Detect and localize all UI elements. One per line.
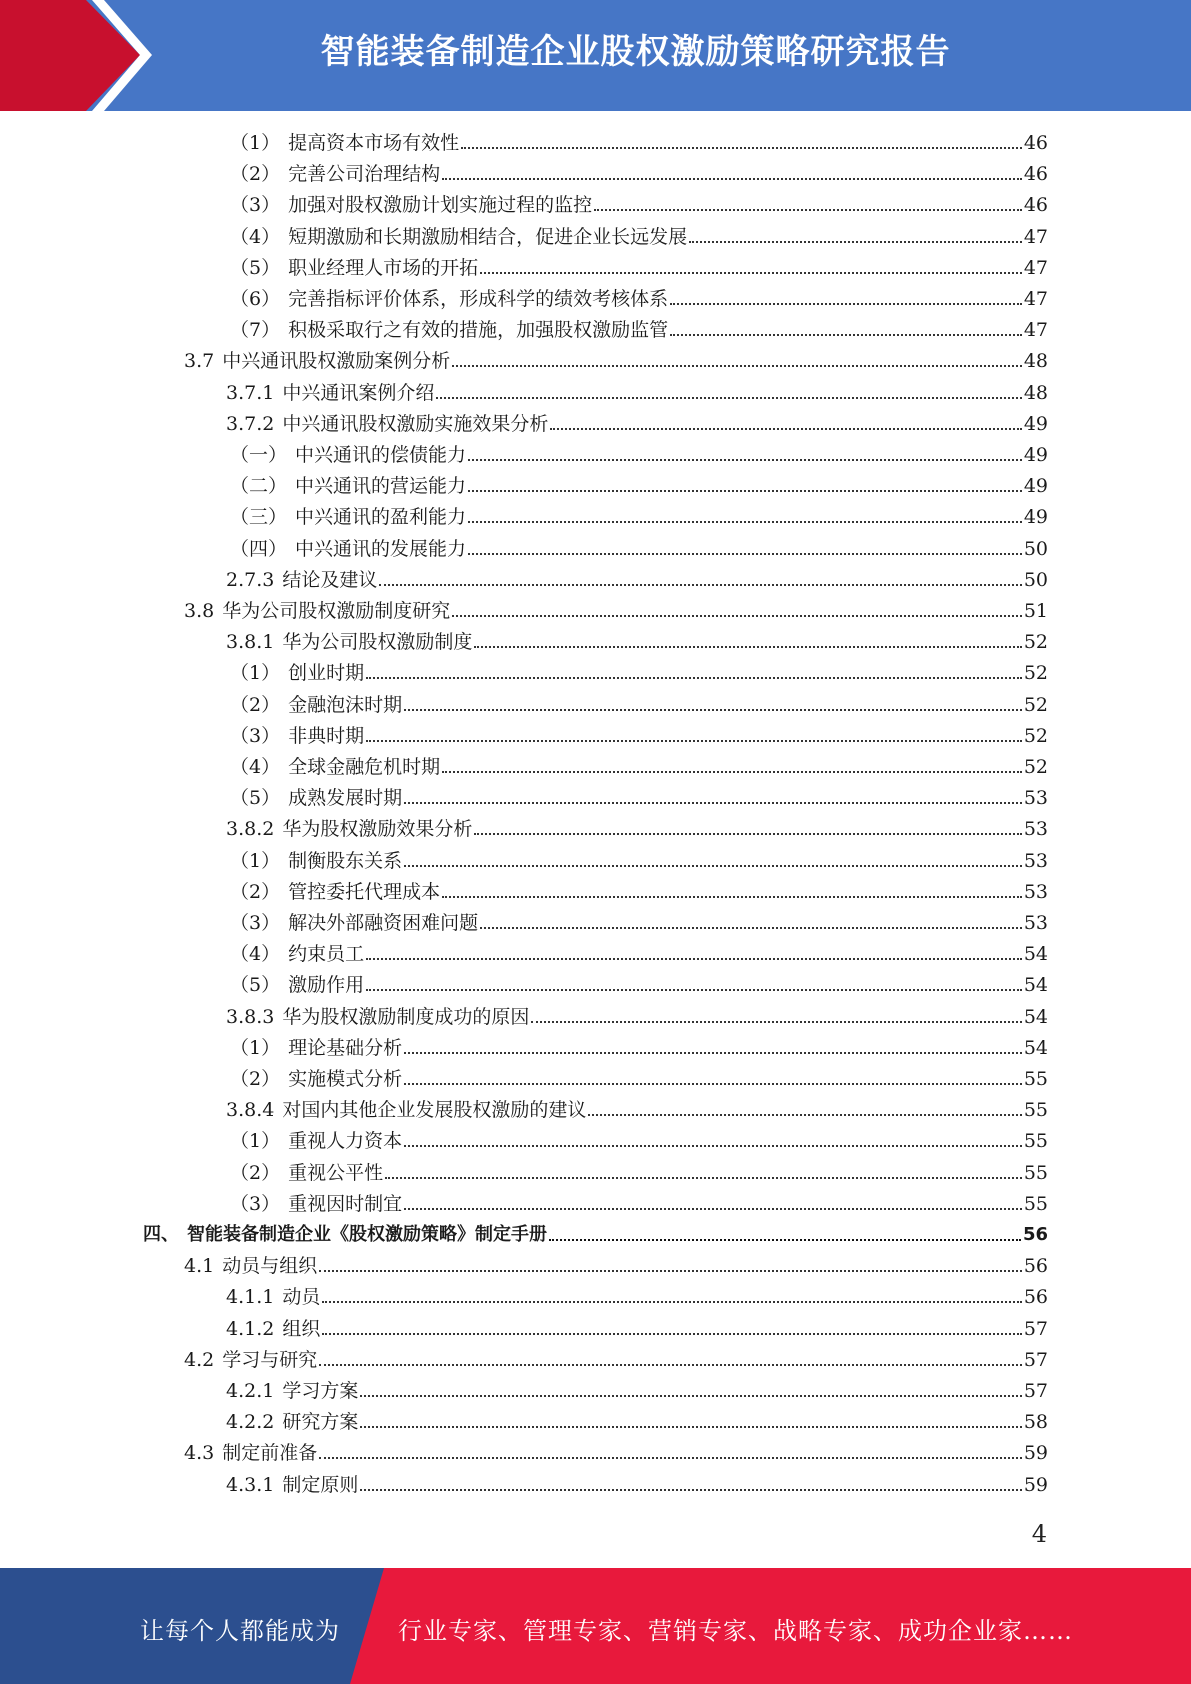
toc-dot-leader	[468, 521, 1022, 523]
toc-entry[interactable]	[230, 752, 1048, 782]
toc-entry-title: 重视因时制宜	[288, 1192, 403, 1215]
toc-entry[interactable]	[230, 658, 1048, 688]
toc-dot-leader	[480, 272, 1022, 274]
toc-entry[interactable]	[226, 378, 1048, 408]
toc-entry-title: 理论基础分析	[288, 1036, 403, 1059]
toc-entry-page: 50	[1023, 568, 1048, 591]
toc-entry-title: 重视公平性	[288, 1161, 384, 1184]
footer-slogan-left: 让每个人都能成为	[140, 1617, 340, 1645]
toc-entry-number: 4.3	[184, 1442, 215, 1465]
toc-entry[interactable]	[230, 721, 1048, 751]
toc-entry-number: （4）	[230, 756, 281, 778]
toc-dot-leader	[442, 771, 1022, 773]
toc-entry-title: 创业时期	[288, 662, 365, 685]
toc-entry-number: （四）	[230, 537, 288, 560]
toc-entry-page: 52	[1023, 662, 1048, 685]
toc-entry-title: 积极采取行之有效的措施，加强股权激励监管	[288, 319, 669, 342]
toc-entry-title: 中兴通讯的偿债能力	[295, 444, 467, 466]
toc-entry-number: （4）	[230, 225, 281, 248]
toc-entry[interactable]	[226, 627, 1048, 657]
toc-dot-leader	[474, 646, 1021, 648]
toc-dot-leader	[670, 334, 1022, 336]
toc-entry-title: 约束员工	[288, 943, 365, 966]
toc-dot-leader	[480, 927, 1022, 929]
toc-entry-number: （4）	[230, 943, 281, 966]
toc-entry-title: 重视人力资本	[288, 1130, 403, 1153]
toc-entry-page: 58	[1023, 1411, 1048, 1434]
toc-entry-page: 49	[1023, 506, 1048, 529]
page-number: 4	[1031, 1520, 1047, 1548]
toc-entry[interactable]	[184, 596, 1048, 626]
toc-dot-leader	[588, 1114, 1021, 1116]
toc-entry-page: 54	[1023, 1005, 1048, 1028]
page-footer	[0, 1568, 1191, 1684]
toc-entry-number: （3）	[230, 724, 281, 747]
toc-entry-title: 中兴通讯案例介绍	[282, 381, 435, 404]
toc-entry-title: 非典时期	[288, 724, 365, 747]
toc-entry-page: 47	[1023, 225, 1048, 248]
toc-dot-leader	[468, 553, 1022, 555]
toc-dot-leader	[404, 1052, 1022, 1054]
toc-entry[interactable]	[230, 284, 1048, 314]
toc-entry-page: 47	[1023, 319, 1048, 342]
toc-entry-page: 52	[1023, 756, 1048, 778]
toc-dot-leader	[468, 459, 1022, 461]
toc-entry[interactable]	[226, 1376, 1048, 1406]
toc-entry-number: （5）	[230, 974, 281, 997]
toc-dot-leader	[319, 1457, 1022, 1459]
toc-entry-number: （2）	[230, 1068, 281, 1090]
toc-entry-title: 中兴通讯股权激励实施效果分析	[282, 412, 549, 435]
toc-entry[interactable]	[226, 1002, 1048, 1032]
toc-dot-leader	[689, 241, 1022, 243]
toc-entry-page: 57	[1023, 1348, 1048, 1371]
toc-entry-page: 49	[1023, 444, 1048, 466]
toc-entry-page: 53	[1023, 787, 1048, 810]
toc-entry-number: 四、	[143, 1224, 179, 1245]
toc-entry[interactable]	[230, 783, 1048, 813]
toc-entry-number: （3）	[230, 1192, 281, 1215]
toc-entry-number: 3.7.1	[226, 381, 275, 404]
toc-entry-number: （1）	[230, 662, 281, 685]
toc-dot-leader	[531, 1021, 1021, 1023]
toc-entry-number: （5）	[230, 787, 281, 810]
toc-entry-number: 4.1	[184, 1255, 215, 1278]
toc-entry[interactable]	[230, 440, 1048, 470]
toc-entry[interactable]	[230, 128, 1048, 158]
toc-entry-page: 59	[1023, 1473, 1048, 1496]
toc-entry-page: 53	[1023, 849, 1048, 872]
toc-entry-title: 中兴通讯股权激励案例分析	[222, 350, 451, 373]
toc-entry[interactable]	[230, 908, 1048, 938]
toc-entry[interactable]	[226, 1282, 1048, 1312]
toc-entry[interactable]	[226, 1470, 1048, 1500]
toc-entry-number: 4.1.1	[226, 1286, 275, 1309]
toc-entry-title: 智能装备制造企业《股权激励策略》制定手册	[187, 1224, 547, 1245]
toc-entry-title: 学习方案	[282, 1380, 359, 1402]
toc-entry-number: （1）	[230, 1036, 281, 1059]
toc-dot-leader	[322, 1333, 1021, 1335]
toc-dot-leader	[404, 1208, 1022, 1210]
toc-entry-page: 48	[1023, 381, 1048, 404]
toc-dot-leader	[379, 584, 1021, 586]
toc-entry-page: 55	[1023, 1161, 1048, 1184]
toc-entry-title: 中兴通讯的营运能力	[295, 475, 467, 498]
toc-entry-page: 52	[1023, 724, 1048, 747]
toc-entry-number: 3.8.4	[226, 1099, 275, 1122]
toc-entry-title: 完善指标评价体系，形成科学的绩效考核体系	[288, 288, 669, 310]
toc-dot-leader	[319, 1270, 1022, 1272]
toc-entry-page: 57	[1023, 1380, 1048, 1402]
toc-dot-leader	[452, 365, 1022, 367]
toc-entry[interactable]	[230, 970, 1048, 1000]
toc-dot-leader	[366, 677, 1022, 679]
toc-entry-page: 50	[1023, 537, 1048, 560]
toc-entry-number: 4.2.2	[226, 1411, 275, 1434]
toc-entry-title: 制定前准备	[222, 1442, 318, 1465]
toc-entry-page: 48	[1023, 350, 1048, 373]
toc-entry-title: 中兴通讯的发展能力	[295, 537, 467, 560]
toc-entry-page: 52	[1023, 693, 1048, 716]
toc-dot-leader	[404, 709, 1022, 711]
toc-entry[interactable]	[230, 690, 1048, 720]
toc-entry-number: （7）	[230, 319, 281, 342]
toc-entry[interactable]	[226, 1095, 1048, 1125]
toc-entry-number: 3.8	[184, 600, 215, 622]
toc-entry-page: 46	[1023, 132, 1048, 154]
toc-entry-title: 华为股权激励制度成功的原因	[282, 1005, 530, 1028]
toc-entry-title: 学习与研究	[222, 1348, 318, 1371]
toc-dot-leader	[319, 1364, 1022, 1366]
toc-entry[interactable]	[230, 939, 1048, 969]
toc-entry-page: 57	[1023, 1317, 1048, 1340]
toc-entry-page: 46	[1023, 163, 1048, 186]
toc-entry-number: （1）	[230, 849, 281, 872]
toc-entry[interactable]	[230, 846, 1048, 876]
toc-dot-leader	[404, 802, 1022, 804]
toc-entry-title: 制衡股东关系	[288, 849, 403, 872]
toc-entry-page: 53	[1023, 818, 1048, 841]
toc-entry-page: 51	[1023, 600, 1048, 622]
toc-entry-title: 制定原则	[282, 1473, 359, 1496]
toc-entry-title: 华为股权激励效果分析	[282, 818, 473, 841]
toc-entry-number: （1）	[230, 132, 281, 154]
toc-entry-number: 3.8.2	[226, 818, 275, 841]
toc-dot-leader	[436, 397, 1021, 399]
toc-dot-leader	[468, 490, 1022, 492]
toc-dot-leader	[442, 178, 1022, 180]
toc-dot-leader	[670, 303, 1022, 305]
toc-entry-number: 4.2.1	[226, 1380, 275, 1402]
toc-entry-page: 55	[1023, 1099, 1048, 1122]
toc-entry[interactable]	[230, 877, 1048, 907]
toc-entry-title: 实施模式分析	[288, 1068, 403, 1090]
toc-entry-page: 55	[1023, 1192, 1048, 1215]
toc-entry-title: 管控委托代理成本	[288, 880, 441, 903]
toc-entry-page: 59	[1023, 1442, 1048, 1465]
toc-entry-title: 职业经理人市场的开拓	[288, 256, 479, 279]
toc-entry[interactable]	[230, 315, 1048, 345]
toc-entry-title: 短期激励和长期激励相结合，促进企业长远发展	[288, 225, 688, 248]
toc-entry-title: 结论及建议	[282, 568, 378, 591]
toc-entry-title: 提高资本市场有效性	[288, 132, 460, 154]
toc-entry[interactable]	[230, 1189, 1048, 1219]
toc-entry-page: 55	[1023, 1130, 1048, 1153]
toc-dot-leader	[404, 865, 1022, 867]
document-title: 智能装备制造企业股权激励策略研究报告	[320, 32, 951, 72]
toc-entry[interactable]	[184, 346, 1048, 376]
toc-entry-number: 4.3.1	[226, 1473, 275, 1496]
toc-dot-leader	[385, 1177, 1022, 1179]
toc-entry-number: （一）	[230, 444, 288, 466]
toc-entry-number: 2.7.3	[226, 568, 275, 591]
toc-entry-page: 52	[1023, 631, 1048, 654]
toc-entry-number: （2）	[230, 880, 281, 903]
toc-entry-title: 华为公司股权激励制度研究	[222, 600, 451, 622]
toc-dot-leader	[404, 1083, 1022, 1085]
toc-entry-number: （5）	[230, 256, 281, 279]
toc-entry-page: 54	[1023, 1036, 1048, 1059]
toc-entry[interactable]	[184, 1438, 1048, 1468]
toc-dot-leader	[461, 147, 1022, 149]
toc-dot-leader	[550, 428, 1021, 430]
toc-dot-leader	[366, 740, 1022, 742]
toc-entry[interactable]	[230, 253, 1048, 283]
toc-entry-page: 54	[1023, 974, 1048, 997]
toc-entry[interactable]	[184, 1345, 1048, 1375]
toc-dot-leader	[360, 1426, 1021, 1428]
page-header	[0, 0, 1191, 111]
toc-entry-number: （2）	[230, 693, 281, 716]
toc-entry[interactable]	[230, 502, 1048, 532]
toc-entry-title: 激励作用	[288, 974, 365, 997]
toc-entry-title: 加强对股权激励计划实施过程的监控	[288, 194, 593, 217]
toc-entry-title: 对国内其他企业发展股权激励的建议	[282, 1099, 587, 1122]
toc-dot-leader	[474, 833, 1021, 835]
toc-entry-title: 成熟发展时期	[288, 787, 403, 810]
toc-dot-leader	[404, 1145, 1022, 1147]
toc-entry-number: 3.8.3	[226, 1005, 275, 1028]
toc-dot-leader	[452, 615, 1022, 617]
toc-entry-title: 动员	[282, 1286, 321, 1309]
toc-dot-leader	[549, 1239, 1021, 1241]
toc-entry-page: 53	[1023, 880, 1048, 903]
toc-entry-page: 56	[1022, 1224, 1048, 1245]
toc-entry[interactable]	[230, 190, 1048, 220]
toc-entry[interactable]	[230, 222, 1048, 252]
toc-entry-page: 56	[1023, 1255, 1048, 1278]
toc-entry-number: （二）	[230, 475, 288, 498]
toc-entry-title: 华为公司股权激励制度	[282, 631, 473, 654]
toc-entry[interactable]	[226, 1407, 1048, 1437]
toc-entry-title: 完善公司治理结构	[288, 163, 441, 186]
toc-entry[interactable]	[226, 409, 1048, 439]
toc-entry[interactable]	[230, 1126, 1048, 1156]
toc-entry-number: （1）	[230, 1130, 281, 1153]
toc-dot-leader	[360, 1395, 1021, 1397]
toc-entry[interactable]	[230, 1158, 1048, 1188]
toc-entry-number: （2）	[230, 163, 281, 186]
toc-entry-page: 55	[1023, 1068, 1048, 1090]
toc-entry-page: 49	[1023, 475, 1048, 498]
toc-entry[interactable]	[230, 534, 1048, 564]
toc-entry-number: 3.7	[184, 350, 215, 373]
toc-entry-page: 53	[1023, 912, 1048, 934]
toc-entry-title: 组织	[282, 1317, 321, 1340]
toc-entry-title: 金融泡沫时期	[288, 693, 403, 716]
toc-entry[interactable]	[184, 1251, 1048, 1281]
toc-entry-page: 56	[1023, 1286, 1048, 1309]
toc-entry[interactable]	[143, 1220, 1048, 1250]
toc-entry[interactable]	[226, 814, 1048, 844]
toc-entry[interactable]	[226, 1314, 1048, 1344]
toc-entry-number: （3）	[230, 912, 281, 934]
toc-entry-title: 中兴通讯的盈利能力	[295, 506, 467, 529]
toc-entry[interactable]	[230, 471, 1048, 501]
toc-entry-title: 全球金融危机时期	[288, 756, 441, 778]
toc-dot-leader	[442, 896, 1022, 898]
toc-entry-number: （6）	[230, 288, 281, 310]
toc-entry-title: 解决外部融资困难问题	[288, 912, 479, 934]
toc-entry-title: 研究方案	[282, 1411, 359, 1434]
toc-dot-leader	[366, 958, 1022, 960]
toc-entry-number: 4.1.2	[226, 1317, 275, 1340]
toc-entry-number: 4.2	[184, 1348, 215, 1371]
toc-dot-leader	[594, 209, 1022, 211]
toc-entry-number: （三）	[230, 506, 288, 529]
toc-dot-leader	[366, 989, 1022, 991]
toc-entry[interactable]	[230, 1064, 1048, 1094]
toc-entry-page: 47	[1023, 256, 1048, 279]
toc-entry[interactable]	[230, 159, 1048, 189]
toc-dot-leader	[322, 1301, 1021, 1303]
toc-entry-number: 3.8.1	[226, 631, 275, 654]
toc-entry-title: 动员与组织	[222, 1255, 318, 1278]
toc-entry[interactable]	[230, 1033, 1048, 1063]
toc-entry[interactable]	[226, 565, 1048, 595]
toc-entry-number: （2）	[230, 1161, 281, 1184]
toc-entry-page: 46	[1023, 194, 1048, 217]
toc-entry-page: 49	[1023, 412, 1048, 435]
toc-dot-leader	[360, 1489, 1021, 1491]
toc-entry-page: 47	[1023, 288, 1048, 310]
footer-slogan-right: 行业专家、管理专家、营销专家、战略专家、成功企业家……	[398, 1617, 1073, 1645]
toc-entry-number: （3）	[230, 194, 281, 217]
toc-entry-number: 3.7.2	[226, 412, 275, 435]
toc-entry-page: 54	[1023, 943, 1048, 966]
